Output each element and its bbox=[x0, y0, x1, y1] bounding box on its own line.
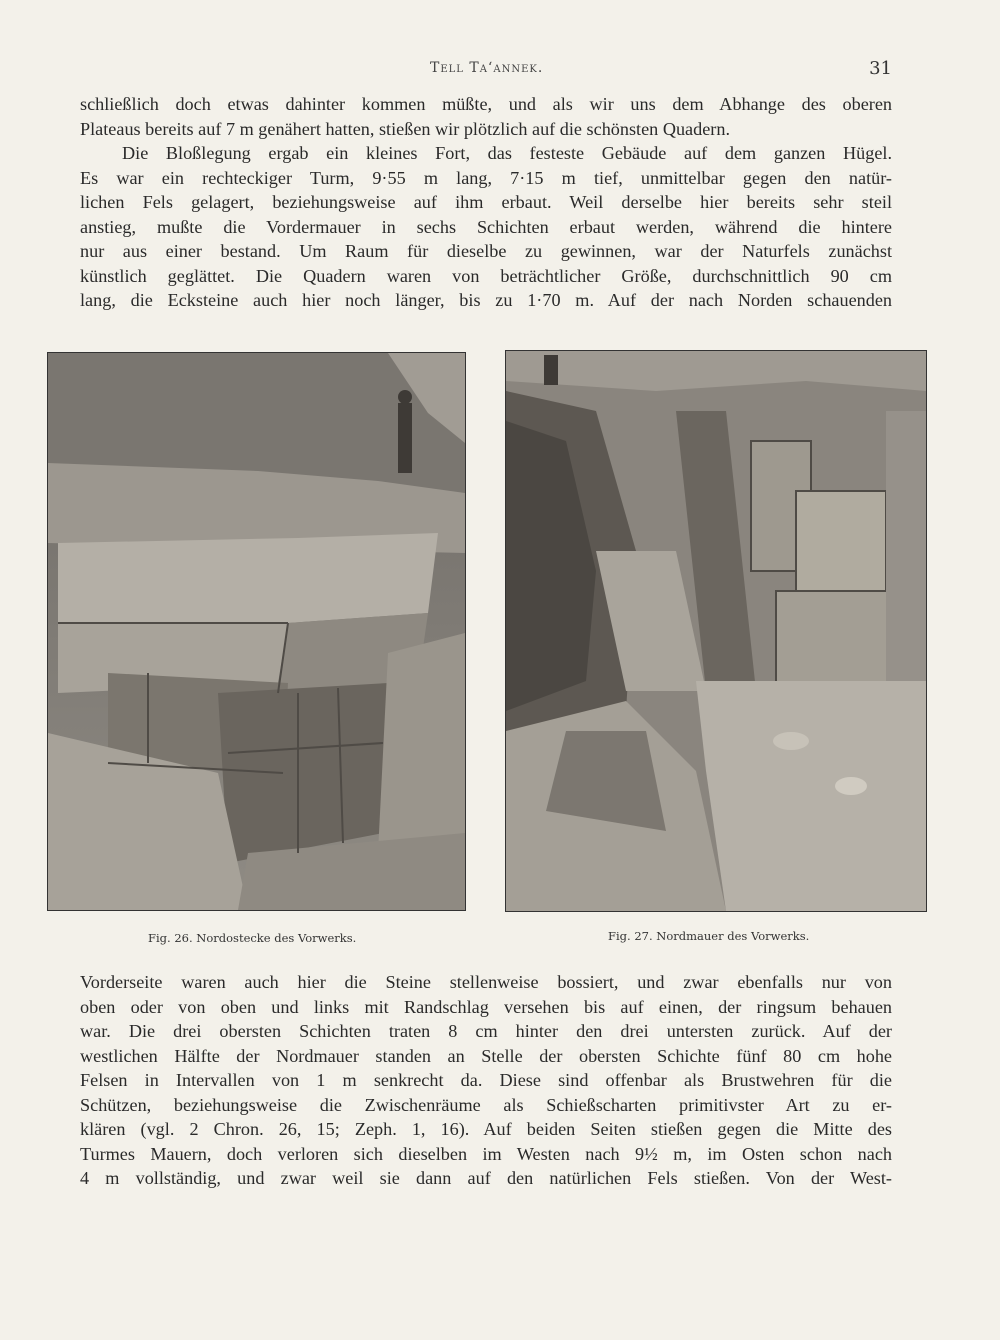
text-line: war. Die drei obersten Schichten traten 8 cm hinter den drei untersten zurück. Auf der bbox=[80, 1021, 892, 1041]
text-line: künstlich geglättet. Die Quadern waren von beträchtlicher Größe, durchschnittlich 90 cm bbox=[80, 265, 892, 286]
text-line: westlichen Hälfte der Nordmauer standen an Stelle der obersten Schichte fünf 80 cm hohe bbox=[80, 1045, 892, 1066]
figure-26-illustration bbox=[48, 353, 465, 910]
text-line: lang, die Ecksteine auch hier noch länger, bis zu 1·70 m. Auf der nach Norden schauenden bbox=[80, 290, 892, 310]
text-line: Turmes Mauern, doch verloren sich dieselben im Westen nach 9½ m, im Osten schon nach bbox=[80, 1143, 892, 1164]
text-line: anstieg, mußte die Vordermauer in sechs Schichten erbaut werden, während die hintere bbox=[80, 216, 892, 237]
text-line: lichen Fels gelagert, beziehungsweise auf ihm erbaut. Weil derselbe hier bereits sehr steil bbox=[80, 192, 892, 212]
text-line: Die Bloßlegung ergab ein kleines Fort, das festeste Gebäude auf dem ganzen Hügel. bbox=[122, 143, 892, 163]
text-line: klären (vgl. 2 Chron. 26, 15; Zeph. 1, 16). Auf beiden Seiten stießen gegen die Mitte des bbox=[80, 1119, 892, 1139]
running-title: Tell Ta‘annek. bbox=[430, 60, 544, 76]
text-line: Schützen, beziehungsweise die Zwischenräume als Schießscharten primitivster Art zu er- bbox=[80, 1094, 892, 1115]
text-line: Es war ein rechteckiger Turm, 9·55 m lang, 7·15 m tief, unmittelbar gegen den natür- bbox=[80, 167, 892, 188]
paragraph-top-2 bbox=[80, 141, 892, 313]
figure-27-photo bbox=[505, 350, 927, 912]
text-line: schließlich doch etwas dahinter kommen müßte, und als wir uns dem Abhange des oberen bbox=[80, 94, 892, 114]
figure-27-illustration bbox=[506, 351, 926, 911]
figure-27-caption: Fig. 27. Nordmauer des Vorwerks. bbox=[608, 929, 810, 943]
paragraph-top-1 bbox=[80, 92, 892, 141]
figure-26-photo bbox=[47, 352, 466, 911]
page-number: 31 bbox=[869, 58, 892, 79]
text-line: 4 m vollständig, und zwar weil sie dann auf den natürlichen Fels stießen. Von der West- bbox=[80, 1168, 892, 1188]
page-header bbox=[80, 58, 892, 80]
figure-26-caption: Fig. 26. Nordostecke des Vorwerks. bbox=[148, 931, 357, 945]
text-line: Felsen in Intervallen von 1 m senkrecht da. Diese sind offenbar als Brustwehren für die bbox=[80, 1070, 892, 1090]
text-line: Vorderseite waren auch hier die Steine stellenweise bossiert, und zwar ebenfalls nur von bbox=[80, 972, 892, 992]
text-line: oben oder von oben und links mit Randschlag versehen bis auf einen, der ringsum behauen bbox=[80, 996, 892, 1017]
text-line: nur aus einer bestand. Um Raum für dieselbe zu gewinnen, war der Naturfels zunächst bbox=[80, 241, 892, 261]
text-line: Plateaus bereits auf 7 m genähert hatten, stießen wir plötzlich auf die schönsten Quadern. bbox=[80, 118, 730, 139]
paragraph-bottom bbox=[80, 970, 892, 1191]
